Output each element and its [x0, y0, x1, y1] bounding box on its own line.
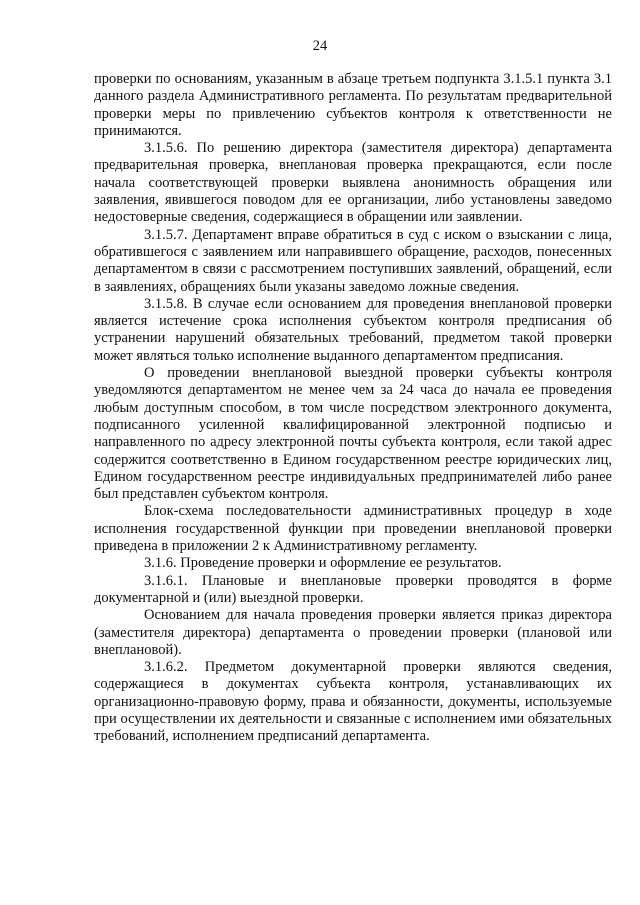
paragraph-3-1-5-8: 3.1.5.8. В случае если основанием для проведения внеплановой проверки является истечение срока исполнения субъектом контроля предписания об устранении нарушений обязательных требований, предметом такой проверки может являться только исполнение выданного департаментом предписания.: [94, 295, 612, 364]
paragraph-basis: Основанием для начала проведения проверки является приказ директора (заместителя директора) департамента о проведении проверки (плановой или внеплановой).: [94, 607, 612, 658]
paragraph-3-1-5-6: 3.1.5.6. По решению директора (заместителя директора) департамента предварительная проверка, внеплановая проверка прекращаются, если после начала соответствующей проверки выявлена анонимность обращения или заявления, явившегося поводом для ее организации, либо установлены заведомо недостоверные сведения, содержащиеся в обращении или заявлении.: [94, 140, 612, 226]
document-body: [94, 71, 612, 746]
paragraph-3-1-6-1: 3.1.6.1. Плановые и внеплановые проверки проводятся в форме документарной и (или) выездной проверки.: [94, 572, 612, 606]
paragraph-block-scheme: Блок-схема последовательности административных процедур в ходе исполнения государственной функции при проведении внеплановой проверки приведена в приложении 2 к Административному регламенту.: [94, 503, 612, 555]
paragraph-continuation: проверки по основаниям, указанным в абзаце третьем подпункта 3.1.5.1 пункта 3.1 данного раздела Административного регламента. По результатам предварительной проверки меры по привлечению субъектов контроля к ответственности не принимаются.: [94, 71, 612, 139]
paragraph-notification: О проведении внеплановой выездной проверки субъекты контроля уведомляются департаментом не менее чем за 24 часа до начала ее проведения любым доступным способом, в том числе посредством электронного документа, подписанного усиленной квалифицированной электронной подписью и направленного по адресу электронной почты субъекта контроля, если такой адрес содержится соответственно в Едином государственном реестре юридических лиц, Едином государственном реестре индивидуальных предпринимателей либо ранее был представлен субъектом контроля.: [94, 365, 612, 503]
paragraph-3-1-6-2: 3.1.6.2. Предметом документарной проверки являются сведения, содержащиеся в документах субъекта контроля, устанавливающих их организационно-правовую форму, права и обязанности, документы, используемые при осуществлении их деятельности и связанные с исполнением ими обязательных требований, исполнением предписаний департамента.: [94, 659, 612, 745]
paragraph-3-1-5-7: 3.1.5.7. Департамент вправе обратиться в суд с иском о взыскании с лица, обратившегося с заявлением или направившего обращение, расходов, понесенных департаментом в связи с рассмотрением поступивших заявлений, обращений, если в заявлениях, обращениях были указаны заведомо ложные сведения.: [94, 226, 612, 295]
page-number: 24: [312, 38, 328, 54]
paragraph-3-1-6: 3.1.6. Проведение проверки и оформление ее результатов.: [144, 555, 502, 572]
